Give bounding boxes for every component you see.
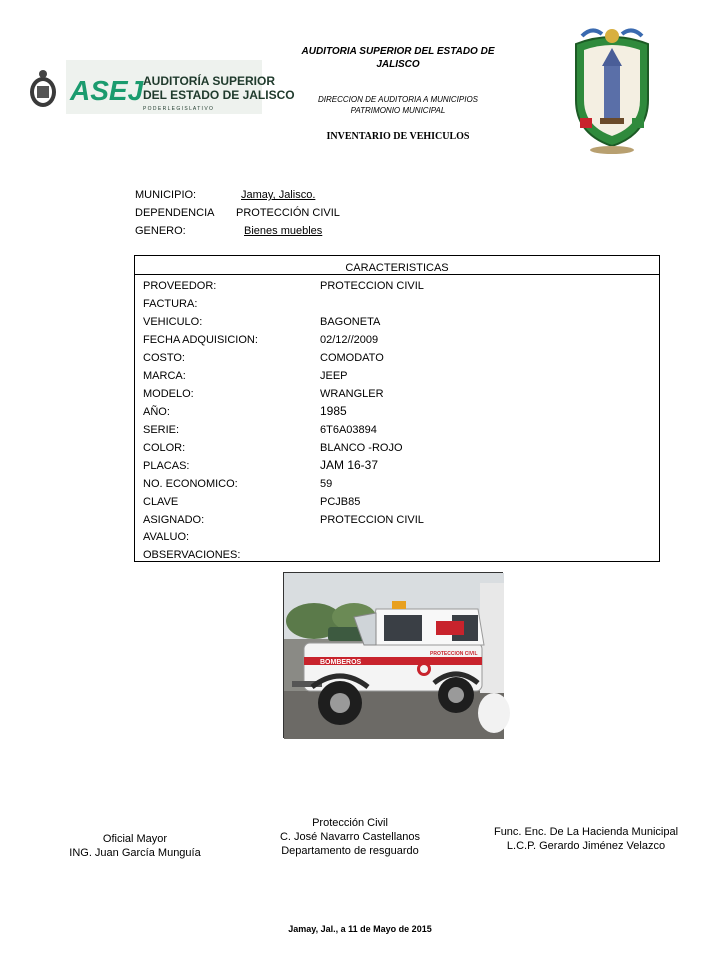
dependencia-label: DEPENDENCIA: [135, 207, 215, 219]
row-value: 59: [320, 478, 333, 490]
row-value: 02/12//2009: [320, 334, 379, 346]
row-label: AÑO:: [143, 406, 170, 418]
row-value: PROTECCION CIVIL: [320, 514, 424, 526]
row-label: MARCA:: [143, 370, 186, 382]
logo-line1: AUDITORÍA SUPERIOR: [143, 74, 276, 88]
row-value: 6T6A03894: [320, 424, 377, 436]
asej-logo: [26, 58, 295, 116]
patrimonio-line: PATRIMONIO MUNICIPAL: [350, 106, 446, 115]
signature-oficial-mayor: [40, 832, 230, 860]
row-label: VEHICULO:: [143, 316, 203, 328]
dependencia-value: PROTECCIÓN CIVIL: [236, 207, 340, 219]
row-value: WRANGLER: [320, 388, 384, 400]
characteristics-table: [134, 255, 660, 562]
direction-line: DIRECCION DE AUDITORIA A MUNICIPIOS: [317, 95, 478, 104]
row-label: FACTURA:: [143, 298, 198, 310]
stripe-text: PROTECCION CIVIL: [430, 651, 478, 657]
row-value: JEEP: [320, 370, 348, 382]
vehicle-photo: [283, 572, 503, 738]
row-value: JAM 16-37: [320, 458, 379, 472]
left-sig-role: Oficial Mayor: [102, 833, 168, 845]
jamay-crest-icon: [562, 22, 662, 156]
logo-line2: DEL ESTADO DE JALISCO: [143, 88, 295, 102]
row-label: COLOR:: [143, 442, 186, 454]
row-value: PCJB85: [320, 496, 361, 508]
logo-main-text: ASEJ: [70, 75, 144, 106]
left-sig-name: ING. Juan García Munguía: [69, 847, 201, 859]
org-title: AUDITORIA SUPERIOR DEL ESTADO DE JALISCO: [301, 46, 495, 70]
place-date: Jamay, Jal., a 11 de Mayo de 2015: [288, 924, 432, 934]
door-text: BOMBEROS: [320, 659, 362, 666]
row-value: BAGONETA: [320, 316, 381, 328]
row-label: CLAVE: [143, 496, 179, 508]
row-value: BLANCO -ROJO: [320, 442, 403, 454]
row-label: ASIGNADO:: [143, 514, 205, 526]
jalisco-seal-icon: [30, 70, 56, 107]
signature-proteccion-civil: [250, 816, 450, 858]
municipio-value: Jamay, Jalisco.: [241, 189, 316, 201]
row-label: PROVEEDOR:: [143, 280, 217, 292]
genero-value: Bienes muebles: [244, 225, 323, 237]
row-label: SERIE:: [143, 424, 180, 436]
genero-label: GENERO:: [135, 225, 186, 237]
characteristics-heading: CARACTERISTICAS: [135, 256, 659, 275]
header-subtitle: [280, 94, 516, 116]
right-sig-role: Func. Enc. De La Hacienda Municipal: [493, 826, 679, 838]
center-sig-name: C. José Navarro Castellanos: [279, 831, 420, 843]
center-sig-role: Protección Civil: [312, 817, 388, 829]
row-label: MODELO:: [143, 388, 194, 400]
municipio-label: MUNICIPIO:: [135, 189, 197, 201]
row-label: COSTO:: [143, 352, 185, 364]
row-label: PLACAS:: [143, 460, 190, 472]
logo-line3: P O D E R L E G I S L A T I V O: [143, 106, 213, 112]
row-value: 1985: [320, 404, 347, 418]
row-label: NO. ECONOMICO:: [143, 478, 238, 490]
row-label: FECHA ADQUISICION:: [143, 334, 258, 346]
row-value: COMODATO: [320, 352, 384, 364]
right-sig-name: L.C.P. Gerardo Jiménez Velazco: [506, 840, 666, 852]
signature-hacienda: [470, 825, 702, 853]
inventory-title: INVENTARIO DE VEHICULOS: [326, 131, 470, 142]
row-label: AVALUO:: [143, 531, 190, 543]
row-label: OBSERVACIONES:: [143, 549, 241, 561]
center-sig-dept: Departamento de resguardo: [281, 845, 419, 857]
row-value: PROTECCION CIVIL: [320, 280, 424, 292]
